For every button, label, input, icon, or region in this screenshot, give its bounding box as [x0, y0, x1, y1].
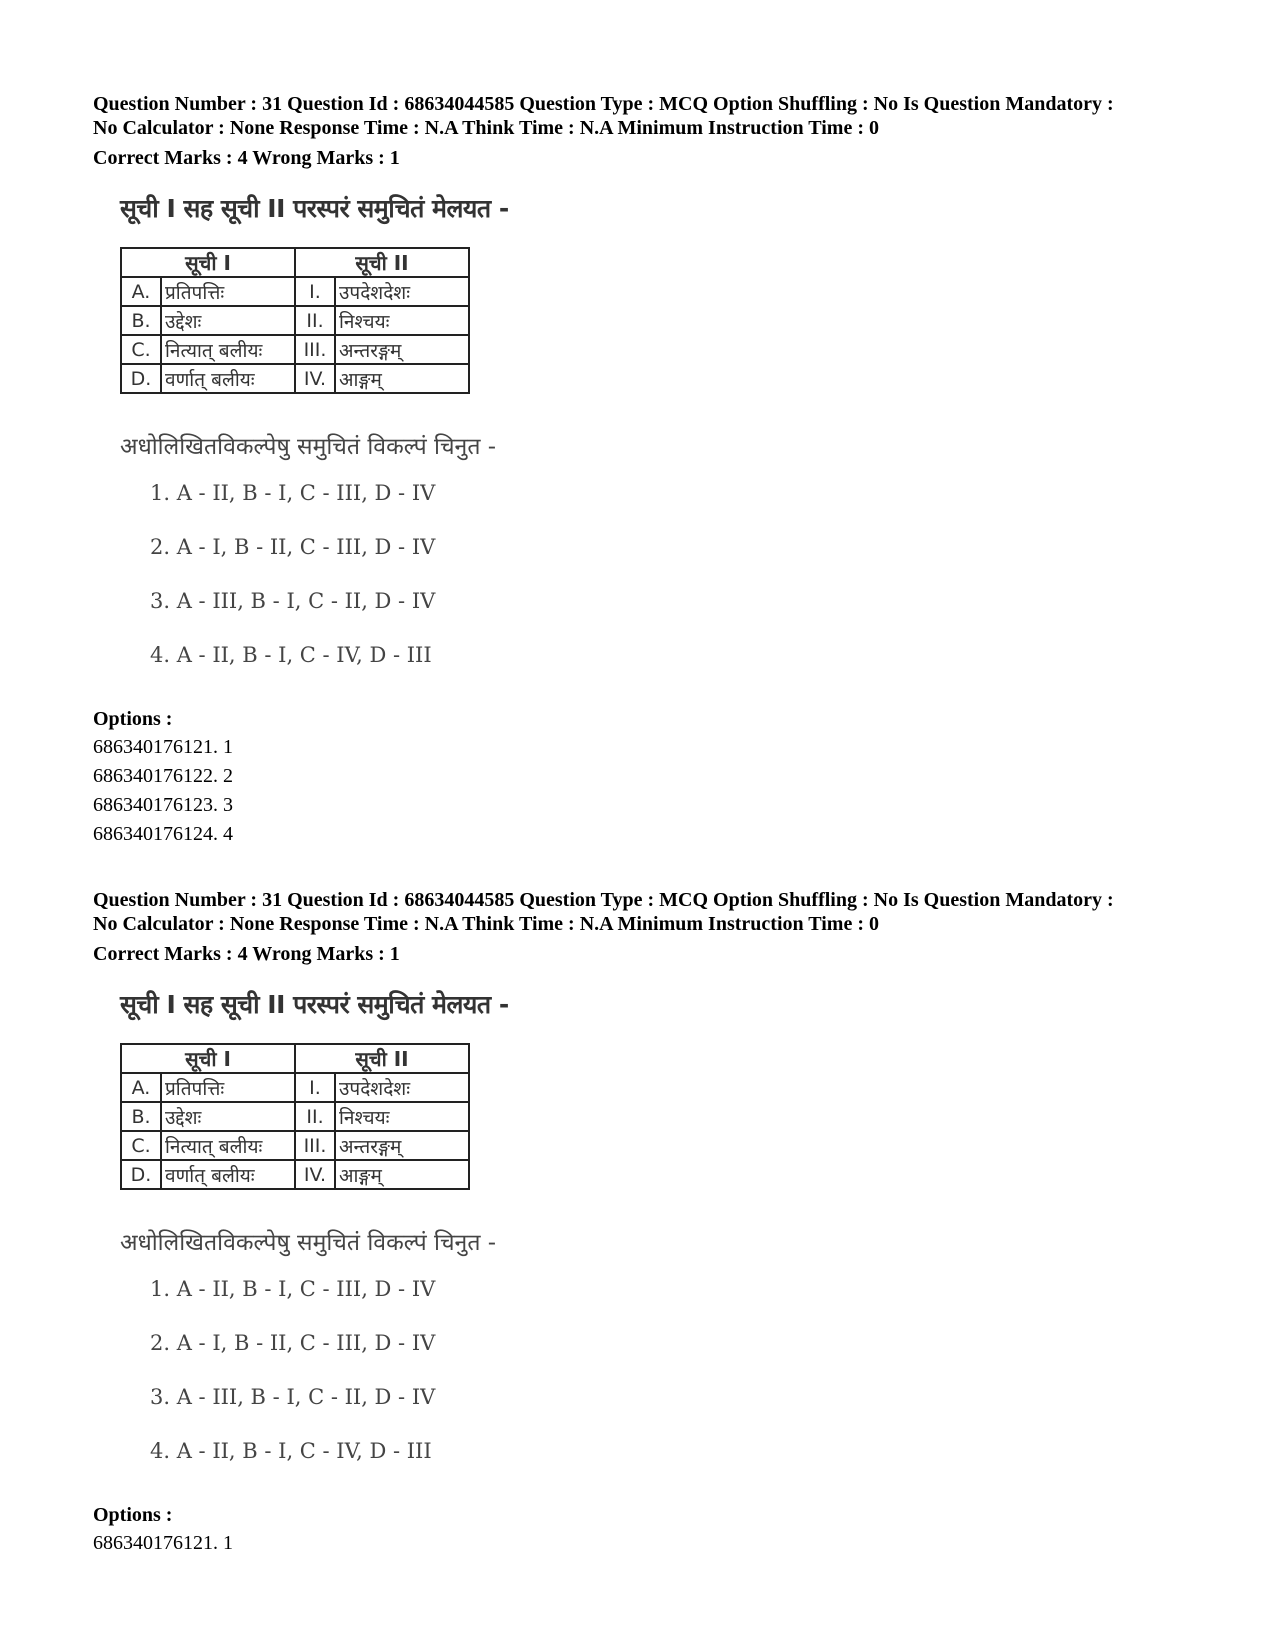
options-list	[93, 1529, 1193, 1558]
list-2-item: उपदेशदेशः	[335, 1073, 469, 1102]
option-item: 686340176122. 2	[93, 765, 233, 787]
question-title: सूची I सह सूची II परस्परं समुचितं मेलयत -	[120, 990, 509, 1019]
question-marks: Correct Marks : 4 Wrong Marks : 1	[93, 147, 400, 169]
answer-choice: 2. A - I, B - II, C - III, D - IV	[150, 1331, 436, 1355]
question-instruction: अधोलिखितविकल्पेषु समुचितं विकल्पं चिनुत -	[120, 1230, 497, 1256]
option-item: 686340176124. 4	[93, 823, 233, 845]
row-label: IV.	[295, 1160, 335, 1189]
table-row	[121, 1160, 469, 1189]
question-meta-line-2: No Calculator : None Response Time : N.A Think Time : N.A Minimum Instruction Time : 0	[93, 117, 879, 139]
row-label: II.	[295, 306, 335, 335]
question-marks: Correct Marks : 4 Wrong Marks : 1	[93, 943, 400, 965]
row-label: D.	[121, 364, 161, 393]
list-2-item: आङ्गम्	[335, 364, 469, 393]
row-label: D.	[121, 1160, 161, 1189]
list-1-header: सूची I	[121, 1044, 295, 1073]
row-label: III.	[295, 1131, 335, 1160]
list-1-item: प्रतिपत्तिः	[161, 1073, 295, 1102]
list-2-item: अन्तरङ्गम्	[335, 1131, 469, 1160]
list-1-item: नित्यात् बलीयः	[161, 335, 295, 364]
table-row	[121, 1102, 469, 1131]
list-2-item: निश्चयः	[335, 1102, 469, 1131]
question-instruction: अधोलिखितविकल्पेषु समुचितं विकल्पं चिनुत -	[120, 434, 497, 460]
row-label: III.	[295, 335, 335, 364]
answer-choice: 4. A - II, B - I, C - IV, D - III	[150, 1439, 432, 1463]
row-label: I.	[295, 1073, 335, 1102]
list-1-header: सूची I	[121, 248, 295, 277]
answer-choice: 1. A - II, B - I, C - III, D - IV	[150, 481, 436, 505]
row-label: B.	[121, 1102, 161, 1131]
list-1-item: नित्यात् बलीयः	[161, 1131, 295, 1160]
row-label: IV.	[295, 364, 335, 393]
table-row	[121, 1073, 469, 1102]
question-meta-line-2: No Calculator : None Response Time : N.A Think Time : N.A Minimum Instruction Time : 0	[93, 913, 879, 935]
answer-choice: 3. A - III, B - I, C - II, D - IV	[150, 589, 436, 613]
row-label: A.	[121, 1073, 161, 1102]
match-table	[120, 247, 470, 394]
answer-choice: 1. A - II, B - I, C - III, D - IV	[150, 1277, 436, 1301]
question-block	[93, 888, 1193, 1558]
table-row	[121, 306, 469, 335]
answer-choices	[150, 481, 435, 697]
list-2-header: सूची II	[295, 1044, 469, 1073]
row-label: C.	[121, 1131, 161, 1160]
question-content	[120, 191, 640, 701]
table-row	[121, 277, 469, 306]
match-table-header	[121, 248, 469, 277]
table-row	[121, 364, 469, 393]
list-1-item: वर्णात् बलीयः	[161, 1160, 295, 1189]
option-item: 686340176121. 1	[93, 736, 233, 758]
options-label: Options :	[93, 1504, 173, 1526]
list-2-item: अन्तरङ्गम्	[335, 335, 469, 364]
list-2-item: उपदेशदेशः	[335, 277, 469, 306]
row-label: A.	[121, 277, 161, 306]
option-item: 686340176123. 3	[93, 794, 233, 816]
answer-choice: 3. A - III, B - I, C - II, D - IV	[150, 1385, 436, 1409]
row-label: I.	[295, 277, 335, 306]
row-label: B.	[121, 306, 161, 335]
row-label: II.	[295, 1102, 335, 1131]
match-table	[120, 1043, 470, 1190]
table-row	[121, 1131, 469, 1160]
list-2-header: सूची II	[295, 248, 469, 277]
list-1-item: उद्देशः	[161, 1102, 295, 1131]
list-1-item: वर्णात् बलीयः	[161, 364, 295, 393]
answer-choice: 2. A - I, B - II, C - III, D - IV	[150, 535, 436, 559]
question-meta-line-1: Question Number : 31 Question Id : 68634044585 Question Type : MCQ Option Shuffling : No Is Question Mandatory :	[93, 889, 1114, 911]
table-row	[121, 335, 469, 364]
options-list	[93, 733, 1193, 849]
list-2-item: आङ्गम्	[335, 1160, 469, 1189]
list-2-item: निश्चयः	[335, 306, 469, 335]
option-item: 686340176121. 1	[93, 1532, 233, 1554]
list-1-item: प्रतिपत्तिः	[161, 277, 295, 306]
question-block	[93, 92, 1193, 849]
answer-choice: 4. A - II, B - I, C - IV, D - III	[150, 643, 432, 667]
question-title: सूची I सह सूची II परस्परं समुचितं मेलयत -	[120, 194, 509, 223]
list-1-item: उद्देशः	[161, 306, 295, 335]
question-content	[120, 987, 640, 1497]
options-label: Options :	[93, 708, 173, 730]
question-meta-line-1: Question Number : 31 Question Id : 68634044585 Question Type : MCQ Option Shuffling : No Is Question Mandatory :	[93, 93, 1114, 115]
row-label: C.	[121, 335, 161, 364]
match-table-header	[121, 1044, 469, 1073]
answer-choices	[150, 1277, 435, 1493]
